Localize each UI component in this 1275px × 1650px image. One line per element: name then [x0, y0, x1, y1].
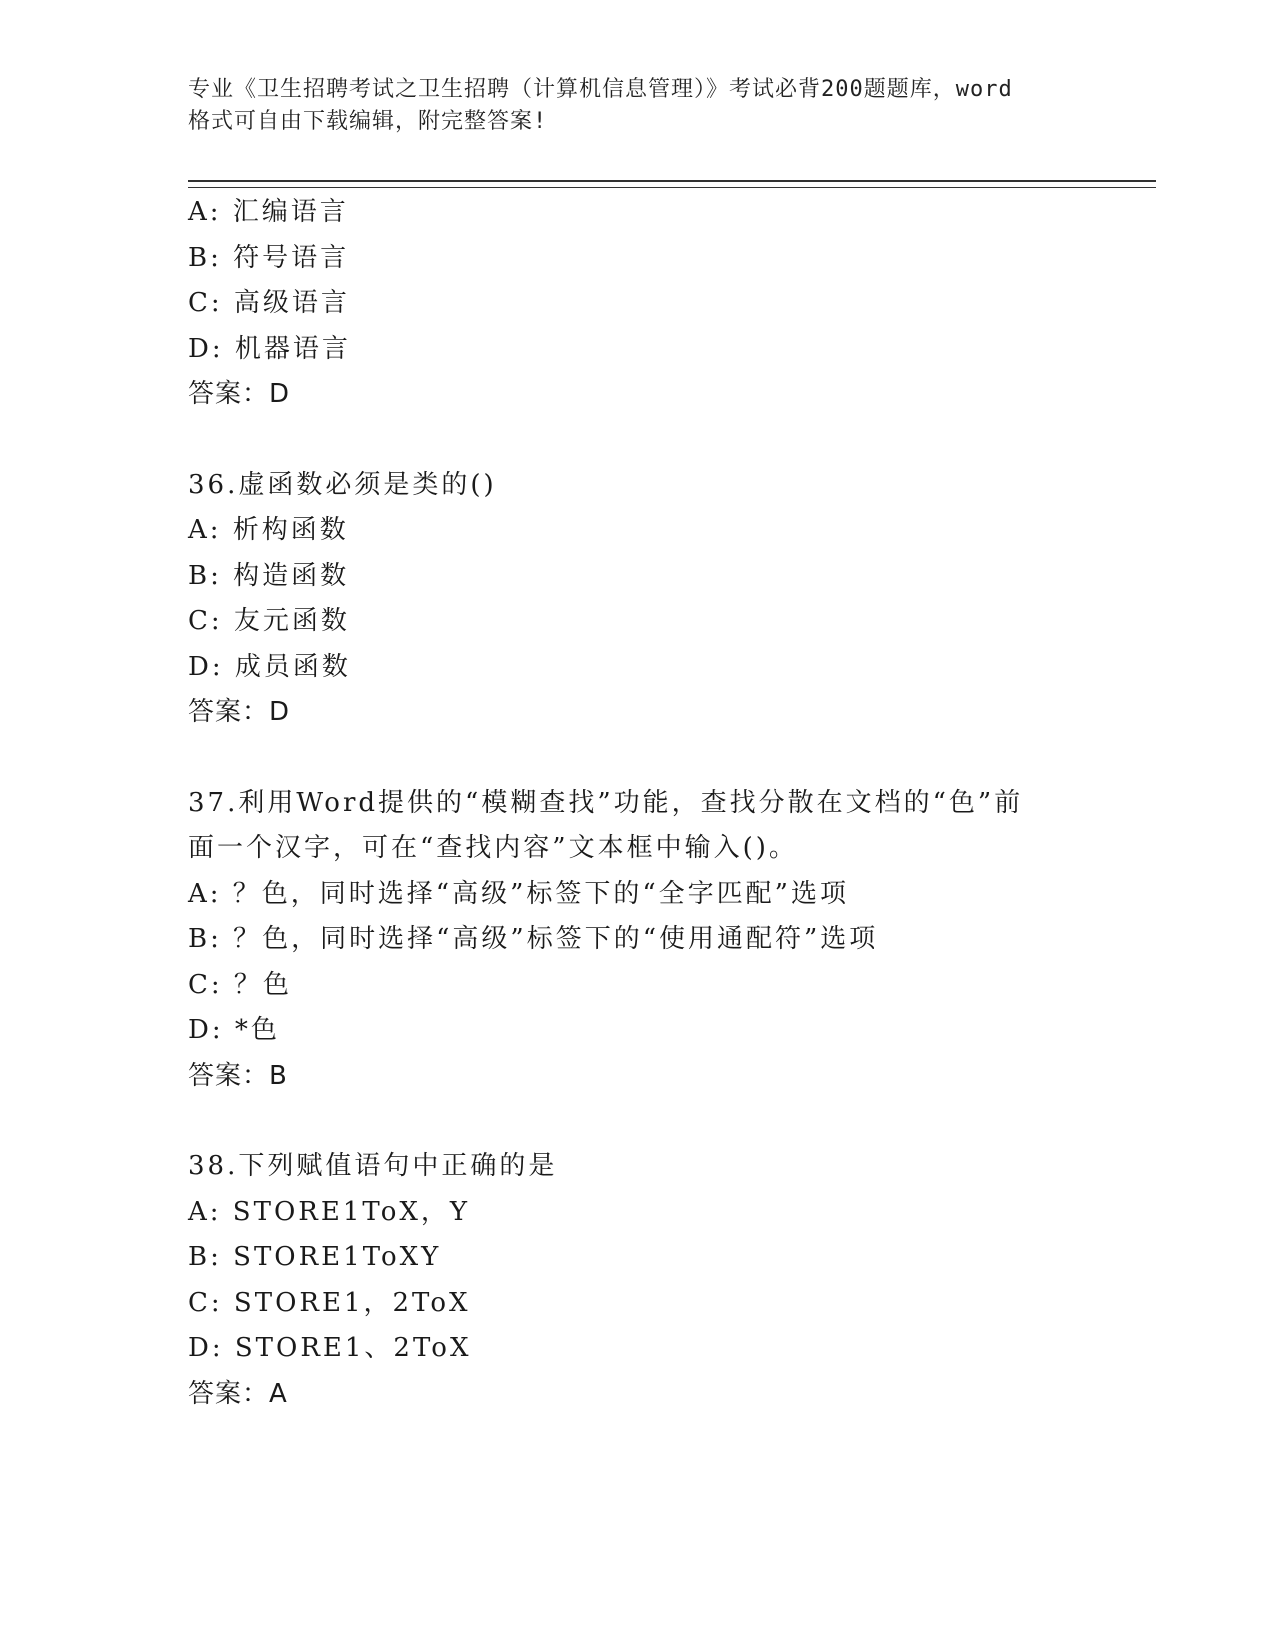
option-d: D: 成员函数	[188, 651, 351, 682]
question-35	[188, 190, 1138, 418]
option-c: C: ？色	[188, 969, 292, 1000]
option-b: B: 构造函数	[188, 560, 350, 591]
option-d: D: 机器语言	[188, 333, 351, 364]
answer-line: 答案：B	[188, 1060, 288, 1091]
option-c: C: STORE1，2ToX	[188, 1287, 471, 1318]
question-stem: 38.下列赋值语句中正确的是	[188, 1151, 558, 1181]
document-header	[188, 74, 1088, 138]
option-d: D: STORE1、2ToX	[188, 1333, 472, 1363]
question-list	[188, 190, 1138, 1417]
option-c: C: 高级语言	[188, 288, 350, 318]
option-a: A: STORE1ToX，Y	[188, 1196, 471, 1227]
option-d: D: *色	[188, 1015, 280, 1045]
answer-line: 答案：D	[188, 697, 291, 727]
header-line-1: 专业《卫生招聘考试之卫生招聘（计算机信息管理）》考试必背200题题库，word	[188, 77, 1013, 102]
question-stem: 37.利用Word提供的“模糊查找”功能，查找分散在文档的“色”前	[188, 787, 1024, 818]
question-stem: 36.虚函数必须是类的()	[188, 469, 497, 500]
question-stem-continued: 面一个汉字，可在“查找内容”文本框中输入()。	[188, 833, 798, 863]
header-divider	[188, 180, 1156, 188]
option-b: B: 符号语言	[188, 242, 350, 273]
question-36	[188, 463, 1138, 736]
option-a: A: 析构函数	[188, 515, 349, 545]
option-b: B: STORE1ToXY	[188, 1242, 442, 1272]
option-a: A: 汇编语言	[188, 197, 349, 227]
question-37	[188, 781, 1138, 1100]
answer-line: 答案：A	[188, 1378, 288, 1409]
question-38	[188, 1144, 1138, 1417]
option-b: B: ？色，同时选择“高级”标签下的“使用通配符”选项	[188, 924, 879, 954]
option-a: A: ？色，同时选择“高级”标签下的“全字匹配”选项	[188, 878, 849, 909]
header-line-2: 格式可自由下载编辑，附完整答案!	[188, 109, 548, 134]
answer-line: 答案：D	[188, 379, 291, 409]
option-c: C: 友元函数	[188, 606, 350, 636]
